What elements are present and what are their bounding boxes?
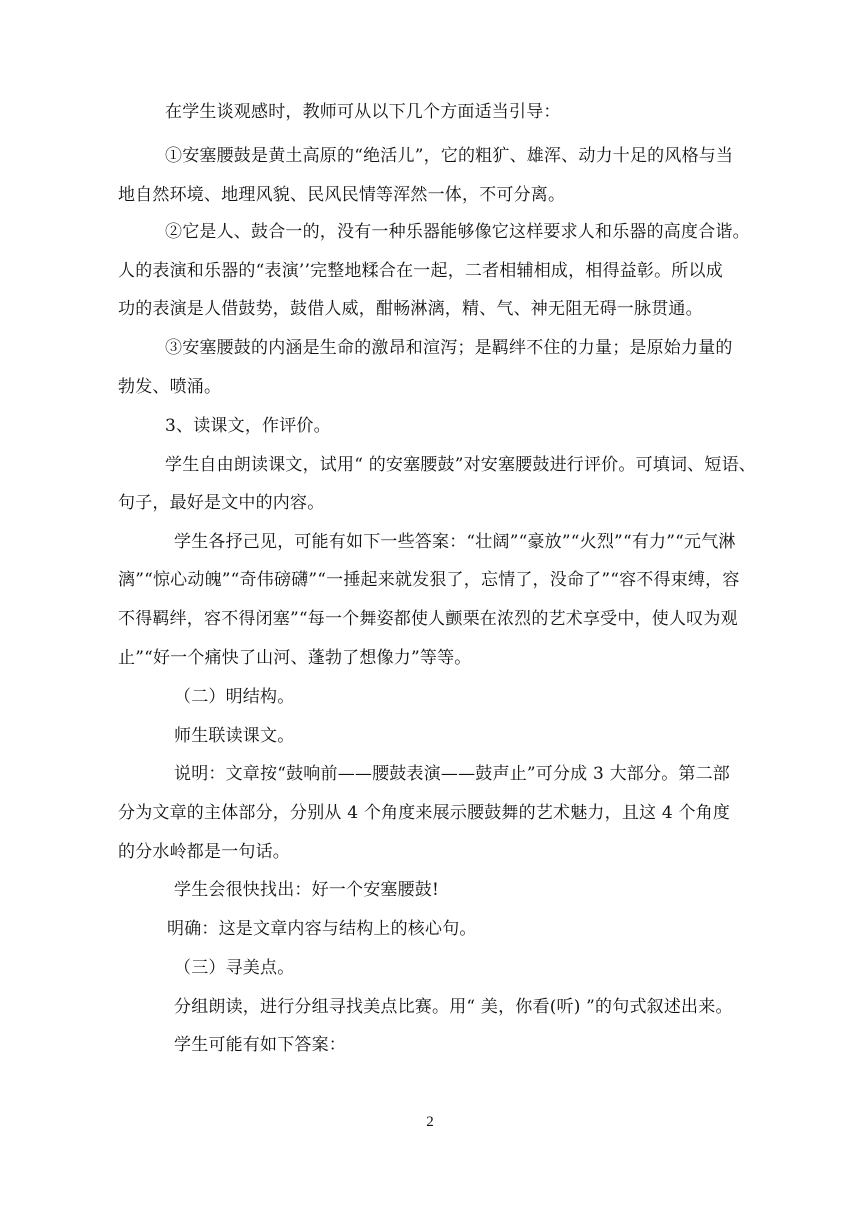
text-line: 人的表演和乐器的“表演’’完整地糅合在一起，二者相辅相成，相得益彰。所以成 — [118, 261, 723, 281]
text-line: 学生各抒己见，可能有如下一些答案：“壮阔”“豪放”“火烈”“有力”“元气淋 — [174, 532, 736, 552]
text-line: 地自然环境、地理风貌、民风民情等浑然一体，不可分离。 — [118, 185, 566, 205]
text-line: ②它是人、鼓合一的，没有一种乐器能够像它这样要求人和乐器的高度合谐。 — [165, 222, 750, 242]
text-line: 句子，最好是文中的内容。 — [118, 493, 325, 513]
text-line: 说明：文章按“鼓响前——腰鼓表演——鼓声止”可分成 3 大部分。第二部 — [174, 764, 731, 784]
text-line: 功的表演是人借鼓势，鼓借人威，酣畅淋漓，精、气、神无阻无碍一脉贯通。 — [118, 299, 703, 319]
section-heading: 3、读课文，作评价。 — [165, 416, 331, 436]
text-line: 分组朗读，进行分组寻找美点比赛。用“ 美，你看(听) ”的句式叙述出来。 — [174, 997, 733, 1017]
text-line: 学生可能有如下答案： — [174, 1035, 346, 1055]
text-line: ①安塞腰鼓是黄土高原的“绝活儿”，它的粗犷、雄浑、动力十足的风格与当 — [165, 146, 734, 166]
text-line: 勃发、喷涌。 — [118, 377, 222, 397]
page-number: 2 — [426, 1114, 434, 1130]
text-line: 学生会很快找出：好一个安塞腰鼓! — [174, 880, 440, 900]
text-line: 止”“好一个痛快了山河、蓬勃了想像力”等等。 — [118, 648, 472, 668]
text-line: 明确：这是文章内容与结构上的核心句。 — [167, 919, 477, 939]
text-line: 学生自由朗读课文，试用“ 的安塞腰鼓”对安塞腰鼓进行评价。可填词、短语、 — [165, 455, 756, 475]
text-line: 师生联读课文。 — [174, 726, 295, 746]
section-heading: （二）明结构。 — [174, 687, 295, 707]
text-line: 不得羁绊，容不得闭塞”“每一个舞姿都使人颤栗在浓烈的艺术享受中，使人叹为观 — [118, 609, 738, 629]
text-line: 的分水岭都是一句话。 — [118, 842, 290, 862]
text-line: 分为文章的主体部分，分别从 4 个角度来展示腰鼓舞的艺术魅力，且这 4 个角度 — [118, 803, 731, 823]
text-line: 在学生谈观感时，教师可从以下几个方面适当引导： — [165, 102, 561, 122]
text-line: ③安塞腰鼓的内涵是生命的激昂和渲泻；是羁绊不住的力量；是原始力量的 — [165, 338, 733, 358]
text-line: 漓”“惊心动魄”“奇伟磅礴”“一捶起来就发狠了，忘情了，没命了”“容不得束缚，容 — [118, 570, 740, 590]
section-heading: （三）寻美点。 — [174, 958, 295, 978]
